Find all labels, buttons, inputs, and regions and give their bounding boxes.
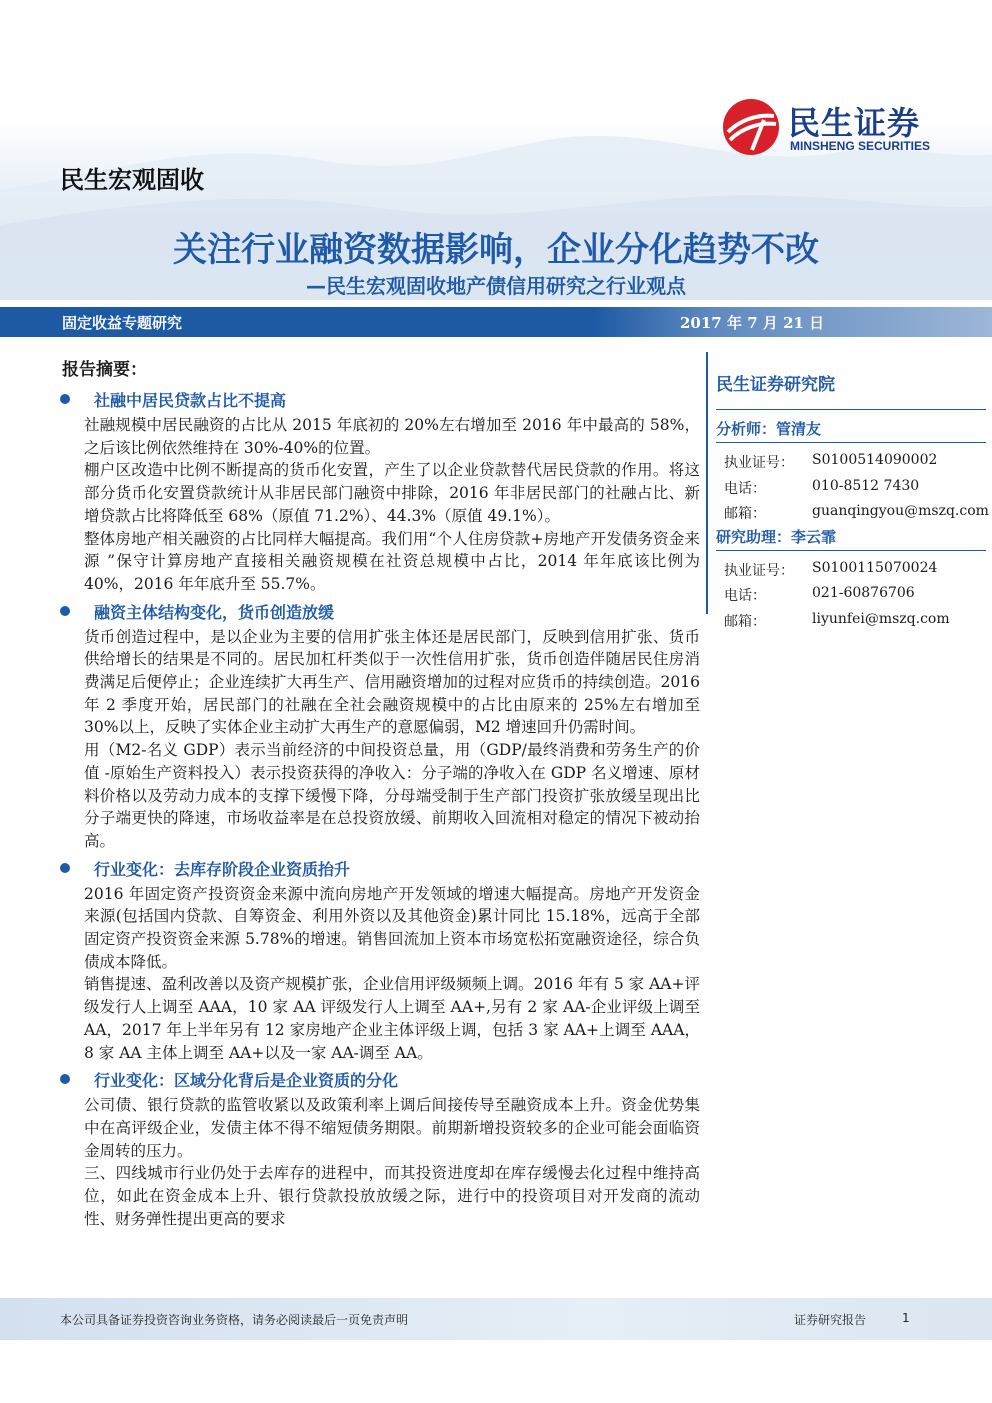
logo-emblem-icon (722, 98, 780, 156)
report-date: 2017 年 7 月 21 日 (680, 314, 825, 332)
bullet-icon (60, 394, 70, 404)
section-paragraph: 用（M2-名义 GDP）表示当前经济的中间投资总量，用（GDP/最终消费和劳务生产的价值 -原始生产资料投入）表示投资获得的净收入：分子端的净收入在 GDP 名义增速、原材料价格以及劳动力成本的支撑下缓慢下降，分母端受制于生产部门投资扩张放缓呈现出比分子端更快的降速，市场收益率是在总投资放缓、前期收入回流相对稳定的情况下被动抬高。 (84, 741, 700, 850)
section-header (60, 1068, 700, 1090)
field-label: 邮箱： (724, 506, 766, 522)
bullet-icon (60, 606, 70, 616)
divider (716, 550, 986, 551)
section-header (60, 857, 700, 879)
report-subtitle: —民生宏观固收地产债信用研究之行业观点 (306, 274, 686, 298)
analyst-sidebar (716, 370, 989, 633)
divider (716, 409, 986, 410)
field-value: S0100115070024 (812, 559, 938, 576)
analyst-name: 分析师：管清友 (716, 420, 822, 438)
section-title: 行业变化：去库存阶段企业资质抬升 (94, 859, 351, 879)
page-number: 1 (902, 1311, 910, 1325)
report-title: 关注行业融资数据影响，企业分化趋势不改 (173, 230, 819, 270)
sidebar-divider (706, 352, 708, 614)
section-header (60, 600, 700, 622)
divider (716, 442, 986, 443)
analyst-email (716, 500, 989, 526)
email-link[interactable]: liyunfei@mszq.com (812, 610, 950, 627)
category-bar (0, 307, 992, 337)
field-value: 021-60876706 (812, 585, 915, 601)
company-logo (722, 98, 952, 158)
summary-section (60, 600, 700, 853)
section-paragraph: 棚户区改造中比例不断提高的货币化安置，产生了以企业贷款替代居民贷款的作用。将这部分货币化安置贷款统计从非居民部门融资中排除，2016 年非居民部门的社融占比、新增贷款占比将降低至 68%（原值 71.2%）、44.3%（原值 49.1%）。 (84, 461, 700, 525)
page-footer (0, 1298, 992, 1340)
section-title: 行业变化：区域分化背后是企业资质的分化 (94, 1071, 399, 1091)
bullet-icon (60, 863, 70, 873)
research-institute: 民生证券研究院 (716, 375, 835, 395)
field-label: 邮箱： (724, 613, 766, 630)
section-paragraph: 销售提速、盈利改善以及资产规模扩张，企业信用评级频频上调。2016 年有 5 家 AA+评级发行人上调至 AAA，10 家 AA 评级发行人上调至 AA+,另有 2 家 AA-企业评级上调至 AA，2017 年上半年另有 12 家房地产企业主体评级上调，包括 3 家 AA+上调至 AAA，8 家 AA 主体上调至 AA+以及一家 AA-调至 AA。 (84, 975, 700, 1062)
logo-text-cn: 民生证券 (788, 104, 921, 142)
section-paragraph: 公司债、银行贷款的监管收紧以及政策利率上调后间接传导至融资成本上升。资金优势集中在高评级企业，发债主体不得不缩短债务期限。前期新增投资较多的企业可能会面临资金周转的压力。 (84, 1096, 700, 1160)
section-paragraph: 三、四线城市行业仍处于去库存的进程中，而其投资进度却在库存缓慢去化过程中维持高位，如此在资金成本上升、银行贷款投放放缓之际，进行中的投资项目对开发商的流动性、财务弹性提出更高的要求 (84, 1164, 700, 1228)
summary-content (60, 388, 700, 1235)
field-label: 执业证号： (724, 562, 794, 579)
field-value: 010-8512 7430 (812, 477, 920, 494)
brand-name: 民生宏观固收 (60, 166, 204, 194)
analyst-license (716, 449, 986, 475)
summary-section (60, 388, 700, 596)
summary-section (60, 857, 700, 1065)
section-header (60, 388, 700, 410)
assistant-email (716, 608, 986, 634)
section-title: 社融中居民贷款占比不提高 (94, 391, 287, 410)
section-paragraph: 货币创造过程中，是以企业为主要的信用扩张主体还是居民部门，反映到信用扩张、货币供给增长的结果是不同的。居民加杠杆类似于一次性信用扩张，货币创造伴随居民住房消费满足后便停止；企业连续扩大再生产、信用融资增加的过程对应货币的持续创造。2016 年 2 季度开始，居民部门的社融在全社会融资规模中的占比由原来的 25%左右增加至 30%以上，反映了实体企业主动扩大再生产的意愿偏弱，M2 增速回升仍需时间。 (84, 627, 700, 737)
logo-text-en: MINSHENG SECURITIES (790, 139, 931, 153)
analyst-phone (716, 475, 986, 501)
report-type: 证券研究报告 (794, 1313, 867, 1327)
bullet-icon (60, 1074, 70, 1084)
report-category: 固定收益专题研究 (62, 314, 183, 332)
section-paragraph: 整体房地产相关融资的占比同样大幅提高。我们用“个人住房贷款+房地产开发债务资金来源 ”保守计算房地产直接相关融资规模在社资总规模中占比，2014 年年底该比例为 40%，2016 年年底升至 55.7%。 (84, 529, 700, 593)
assistant-phone (716, 582, 986, 608)
summary-section (60, 1068, 700, 1230)
disclaimer-text: 本公司具备证券投资咨询业务资格，请务必阅读最后一页免责声明 (60, 1313, 409, 1327)
assistant-name: 研究助理：李云霏 (716, 527, 837, 546)
field-label: 电话： (724, 480, 766, 497)
section-title: 融资主体结构变化，货币创造放缓 (94, 602, 335, 622)
assistant-license (716, 557, 986, 583)
field-value: S0100514090002 (812, 452, 938, 468)
email-link[interactable]: guanqingyou@mszq.com (812, 503, 989, 519)
field-label: 电话： (724, 588, 766, 604)
field-label: 执业证号： (724, 455, 794, 471)
summary-heading: 报告摘要： (62, 360, 147, 380)
section-paragraph: 2016 年固定资产投资资金来源中流向房地产开发领域的增速大幅提高。房地产开发资金来源(包括国内贷款、自筹资金、利用外资以及其他资金)累计同比 15.18%，远高于全部固定资产投资资金来源 5.78%的增速。销售回流加上资本市场宽松拓宽融资途径，综合负债成本降低。 (84, 884, 700, 971)
section-paragraph: 社融规模中居民融资的占比从 2015 年底初的 20%左右增加至 2016 年中最高的 58%，之后该比例依然维持在 30%-40%的位置。 (84, 416, 700, 457)
